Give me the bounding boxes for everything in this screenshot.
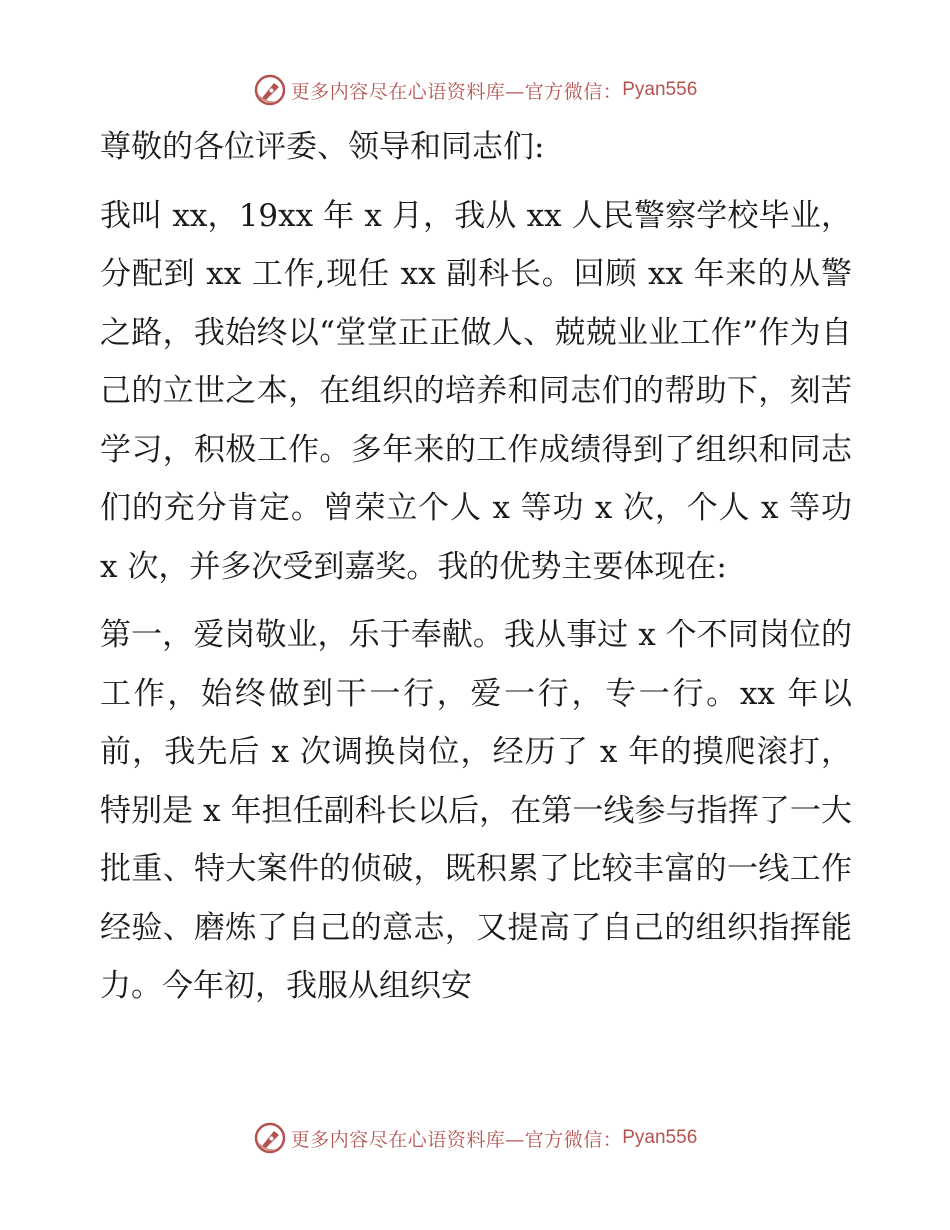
watermark-wechat-id: Pyan556 [622,1127,698,1148]
pen-nib-logo-icon [253,1121,287,1155]
paragraph-point-one: 第一，爱岗敬业，乐于奉献。我从事过 x 个不同岗位的工作，始终做到干一行，爱一行，专一行。xx 年以前，我先后 x 次调换岗位，经历了 x 年的摸爬滚打，特别是 x 年担任副科长以后，在第一线参与指挥了一大批重、特大案件的侦破，既积累了比较丰富的一线工作经验、磨炼了自己的意志，又提高了自己的组织指挥能力。今年初，我服从组织安 [100,617,852,1004]
watermark-wechat-id: Pyan556 [622,79,698,100]
footer-watermark-banner [0,1118,950,1158]
document-body [100,118,852,1016]
watermark-text: 更多内容尽在心语资料库—官方微信： [290,80,623,103]
watermark-text: 更多内容尽在心语资料库—官方微信： [290,1128,623,1151]
salutation: 尊敬的各位评委、领导和同志们: [100,129,545,165]
pen-nib-logo-icon [253,73,287,107]
header-watermark-banner [0,70,950,110]
paragraph-introduction: 我叫 xx，19xx 年 x 月，我从 xx 人民警察学校毕业，分配到 xx 工作,现任 xx 副科长。回顾 xx 年来的从警之路，我始终以“堂堂正正做人、兢兢业业工作”作为自己的立世之本，在组织的培养和同志们的帮助下，刻苦学习，积极工作。多年来的工作成绩得到了组织和同志们的充分肯定。曾荣立个人 x 等功 x 次，个人 x 等功 x 次，并多次受到嘉奖。我的优势主要体现在: [100,197,852,585]
